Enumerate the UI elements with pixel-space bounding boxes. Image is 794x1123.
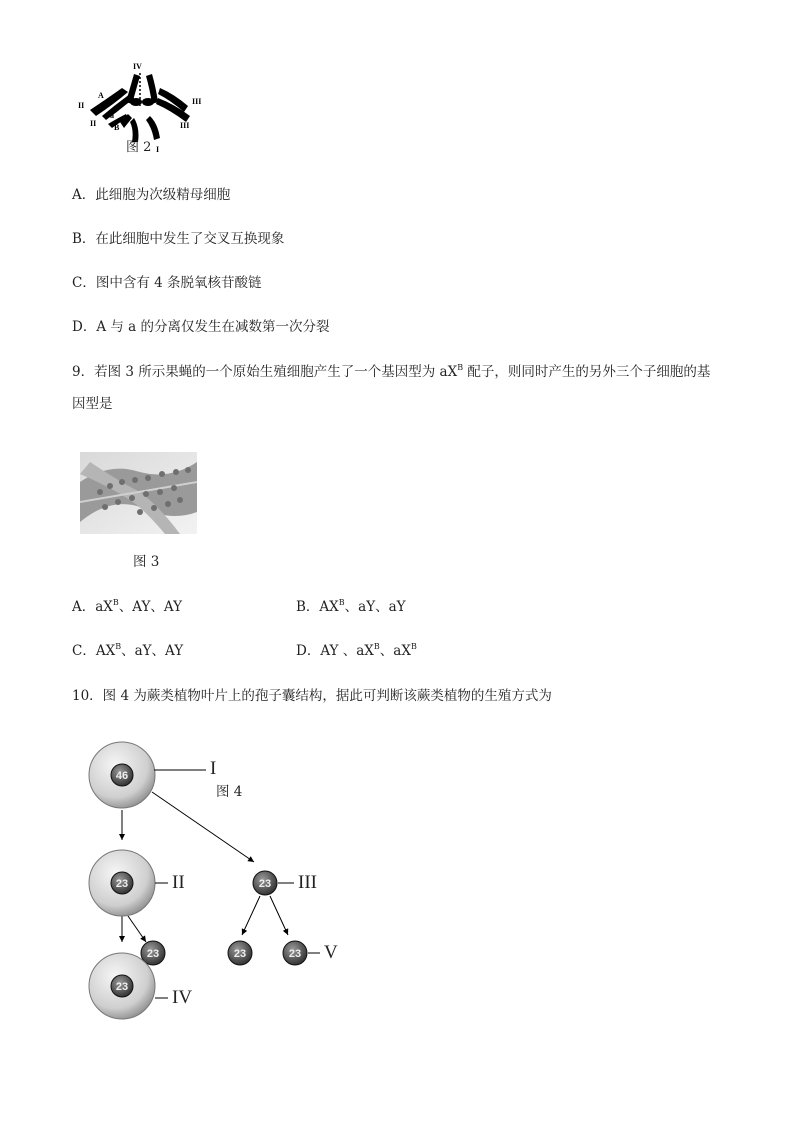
label-III: III xyxy=(298,872,317,893)
cell-3-number: 23 xyxy=(258,878,272,890)
cell-1-number: 46 xyxy=(115,770,129,782)
cell-4-number: 23 xyxy=(146,948,160,960)
label-B: B xyxy=(114,123,120,132)
q8-option-a: A．此细胞为次级精母细胞 xyxy=(72,187,231,203)
figure-4 xyxy=(80,730,350,1020)
figure-3-caption: 图 3 xyxy=(133,554,160,570)
cell-2-number: 23 xyxy=(115,878,129,890)
label-iii-bottom: III xyxy=(180,121,190,130)
q9-option-a: A．$aX^B$、AY、AY xyxy=(72,598,183,615)
q9-option-c: C．$AX^B$、aY、AY xyxy=(72,642,184,659)
label-V: V xyxy=(324,942,338,963)
label-I: I xyxy=(210,758,217,779)
cell-5-number: 23 xyxy=(115,981,129,993)
label-II: II xyxy=(172,872,185,893)
figure-2 xyxy=(78,58,208,158)
q8-option-c: C．图中含有 4 条脱氧核苷酸链 xyxy=(72,275,262,291)
figure-2-caption: 图 2 xyxy=(126,140,152,155)
q9-stem-line1: 9．若图 3 所示果蝇的一个原始生殖细胞产生了一个基因型为 $aX^B$ 配子，则同时产生的另外三个子细胞的基 xyxy=(72,363,711,380)
label-iv: IV xyxy=(133,62,142,71)
label-ii-bottom: II xyxy=(90,119,97,128)
label-IV: IV xyxy=(172,987,193,1008)
q9-option-d: D．AY 、$aX^B$、$aX^B$ xyxy=(296,642,417,659)
label-i: I xyxy=(156,145,160,154)
figure-3-photo xyxy=(80,452,197,534)
label-iii-top: III xyxy=(192,97,202,106)
cell-6-number: 23 xyxy=(233,948,247,960)
q8-option-d: D．A 与 a 的分离仅发生在减数第一次分裂 xyxy=(72,319,330,335)
cell-7-number: 23 xyxy=(288,948,302,960)
q10-stem: 10．图 4 为蕨类植物叶片上的孢子囊结构，据此可判断该蕨类植物的生殖方式为 xyxy=(72,688,552,704)
label-a: a xyxy=(110,111,114,120)
label-A: A xyxy=(98,91,104,100)
q8-option-b: B．在此细胞中发生了交叉互换现象 xyxy=(72,231,285,247)
label-ii-top: II xyxy=(78,101,85,110)
q9-option-b: B．$AX^B$、aY、aY xyxy=(296,598,406,615)
q9-stem-line2: 因型是 xyxy=(72,396,113,412)
figure-4-caption: 图 4 xyxy=(216,784,243,800)
